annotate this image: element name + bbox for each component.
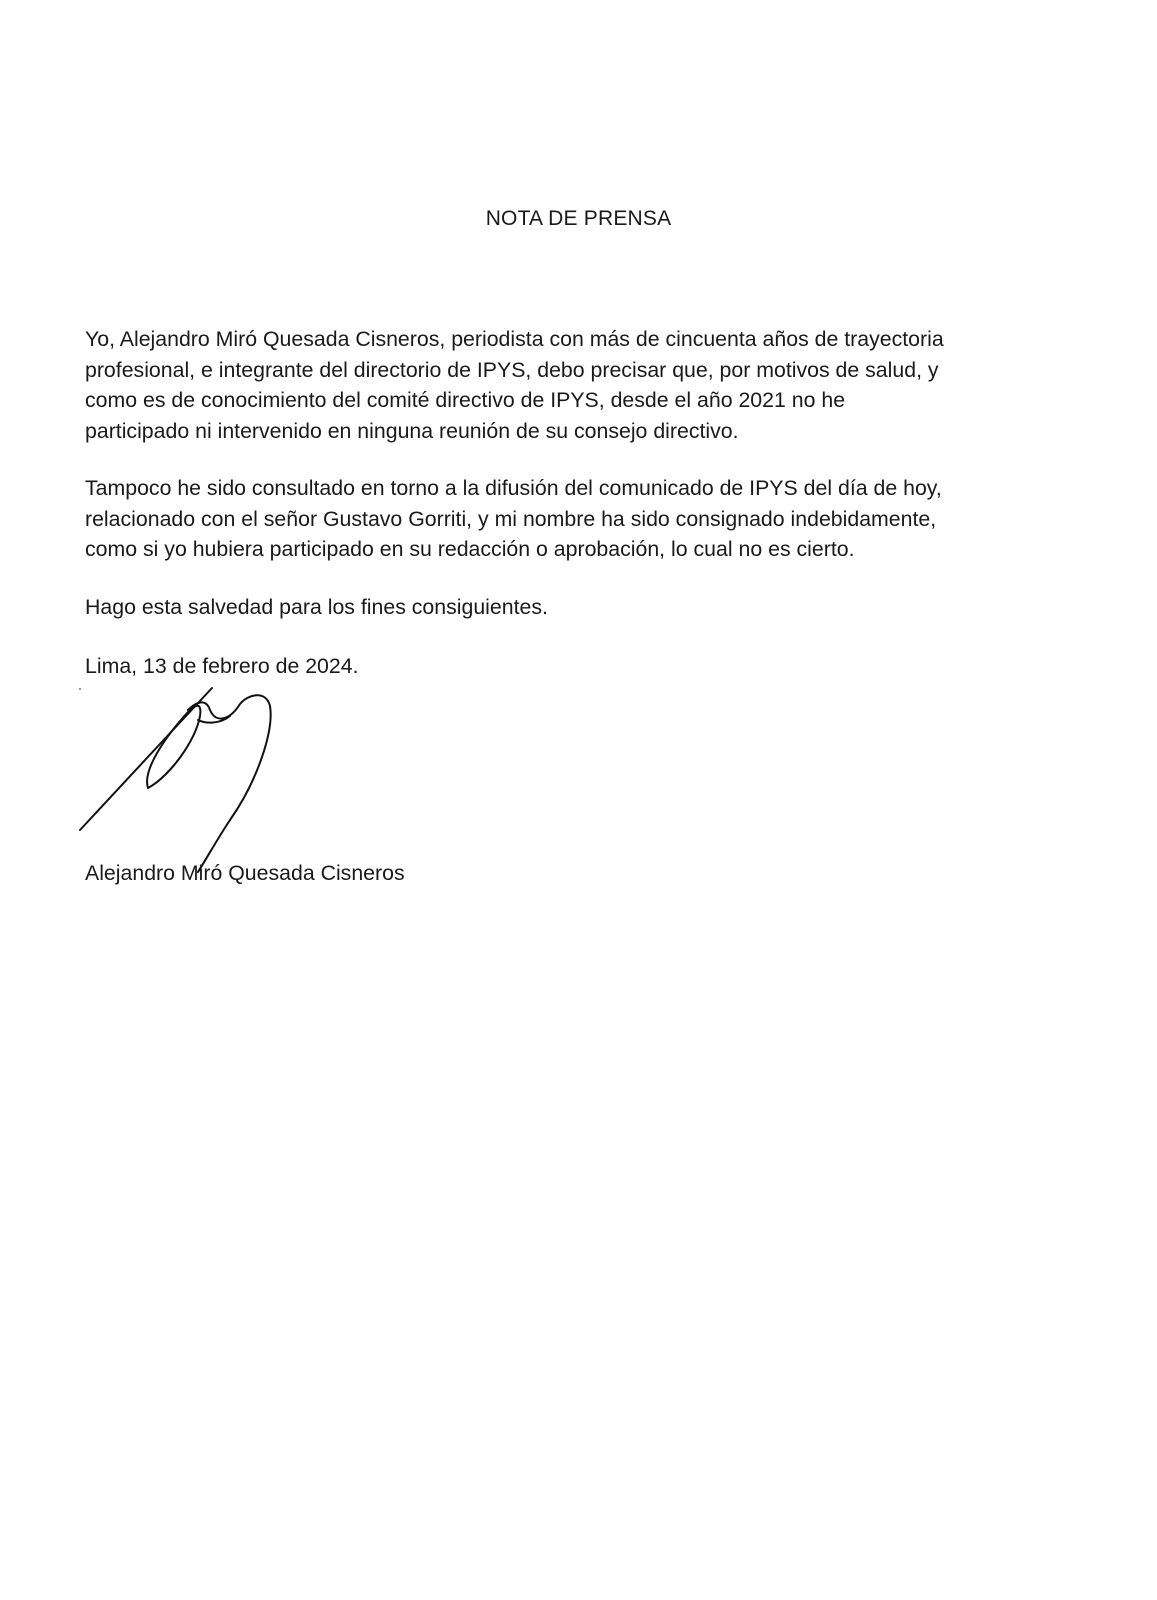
paragraph-line: Tampoco he sido consultado en torno a la difusión del comunicado de IPYS del día de hoy, xyxy=(85,476,942,500)
paragraph-line: Yo, Alejandro Miró Quesada Cisneros, periodista con más de cincuenta años de trayectoria xyxy=(85,327,944,351)
paragraph-not-consulted xyxy=(85,473,1075,565)
paragraph-closing xyxy=(85,592,1075,623)
handwritten-signature xyxy=(70,680,290,890)
paragraph-statement xyxy=(85,324,1075,446)
signer-name: Alejandro Miró Quesada Cisneros xyxy=(85,861,405,885)
paragraph-line: como si yo hubiera participado en su redacción o aprobación, lo cual no es cierto. xyxy=(85,537,855,561)
paragraph-line: como es de conocimiento del comité directivo de IPYS, desde el año 2021 no he xyxy=(85,388,846,412)
paragraph-line: participado ni intervenido en ninguna reunión de su consejo directivo. xyxy=(85,418,739,443)
paragraph-line: relacionado con el señor Gustavo Gorriti, y mi nombre ha sido consignado indebidamente, xyxy=(85,506,937,531)
paragraph-line: Hago esta salvedad para los fines consiguientes. xyxy=(85,595,548,619)
date-line xyxy=(85,651,1075,682)
date-text: Lima, 13 de febrero de 2024. xyxy=(85,654,359,678)
press-release-title: NOTA DE PRENSA xyxy=(485,207,672,230)
signature-stroke xyxy=(147,706,200,788)
paragraph-line: profesional, e integrante del directorio de IPYS, debo precisar que, por motivos de salud, y xyxy=(85,357,939,382)
